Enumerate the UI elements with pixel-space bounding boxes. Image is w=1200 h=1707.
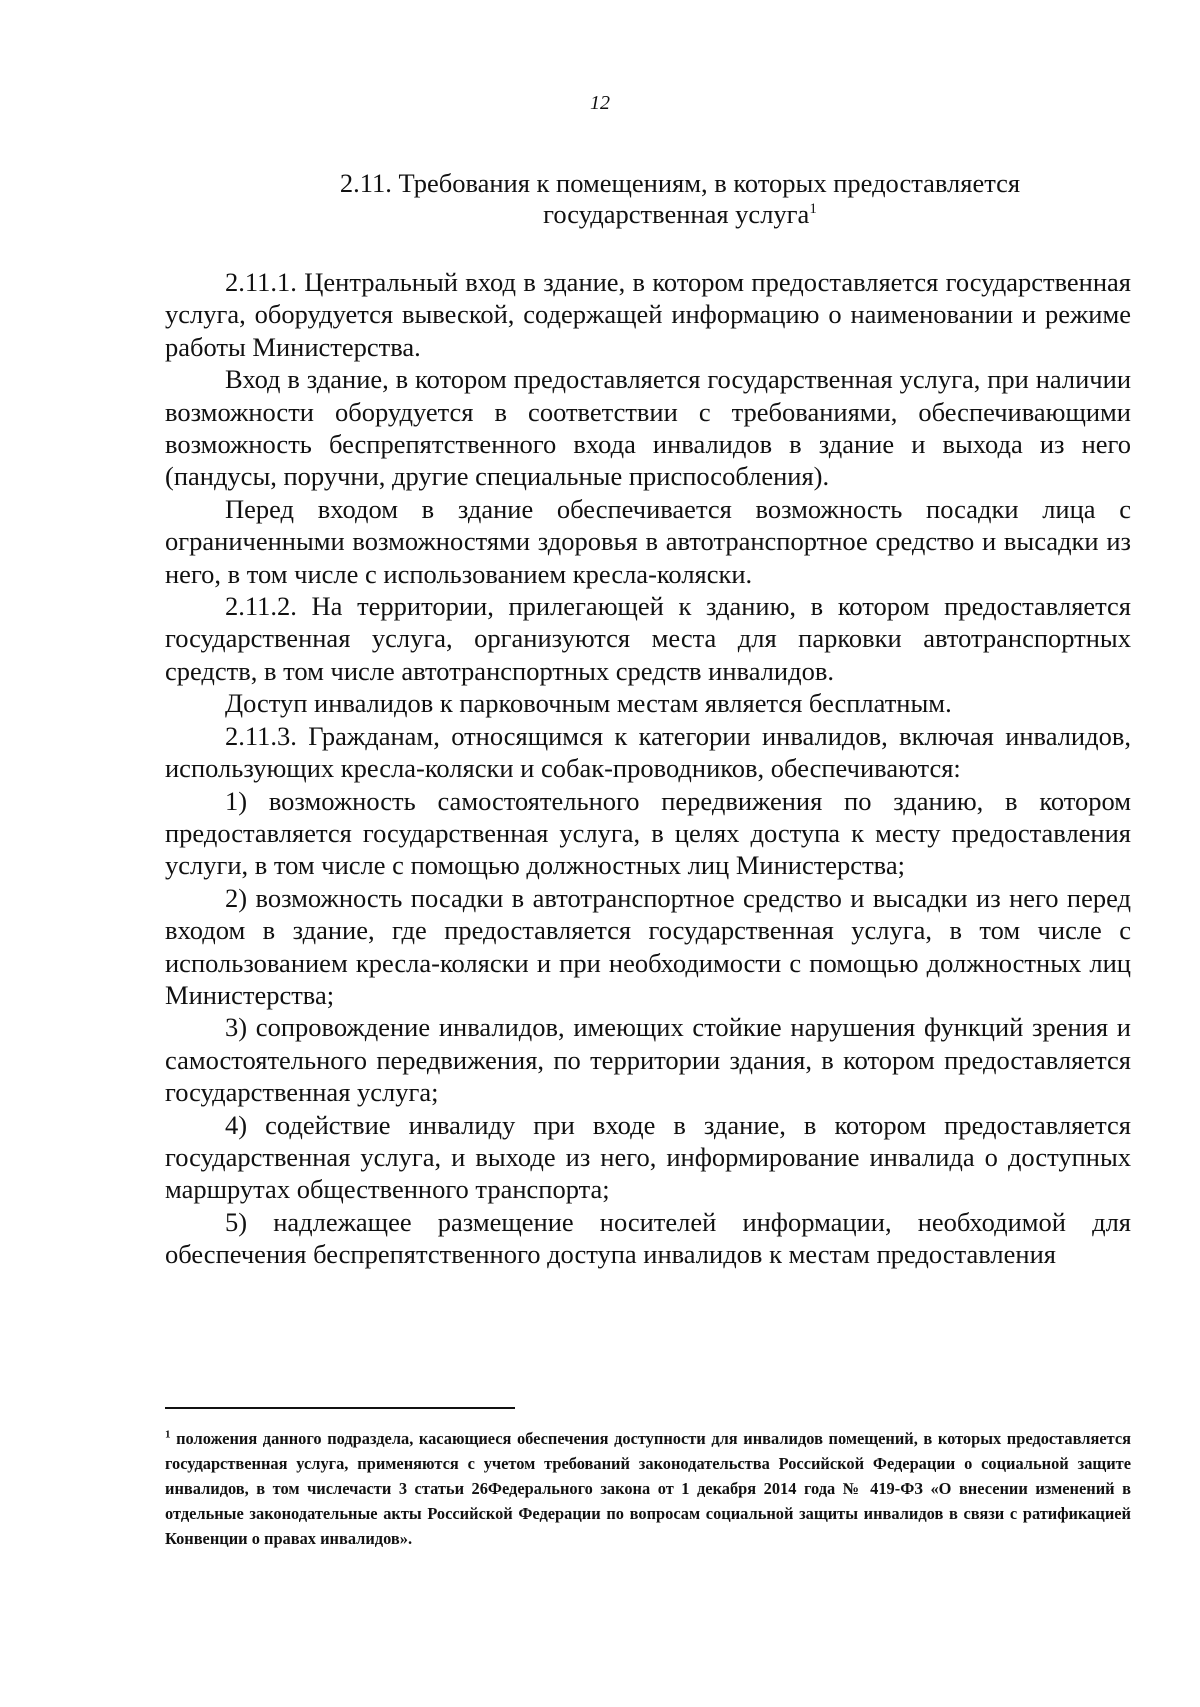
section-title (300, 168, 1060, 230)
footnote-reference: 1 (809, 201, 817, 218)
list-item-1: 1) возможность самостоятельного передвижения по зданию, в котором предоставляется государственная услуга, в целях доступа к месту предоставления услуги, в том числе с помощью должностных лиц Министерства; (165, 785, 1131, 881)
footnote-separator (165, 1407, 515, 1409)
list-item-4: 4) содействие инвалиду при входе в здание, в котором предоставляется государственная услуга, и выходе из него, информирование инвалида о доступных маршрутах общественного транспорта; (165, 1109, 1131, 1205)
paragraph-free-parking: Доступ инвалидов к парковочным местам является бесплатным. (225, 688, 952, 719)
paragraph-2-11-1: 2.11.1. Центральный вход в здание, в котором предоставляется государственная услуга, оборудуется вывеской, содержащей информацию о наименовании и режиме работы Министерства. (165, 267, 1131, 362)
list-item-3: 3) сопровождение инвалидов, имеющих стойкие нарушения функций зрения и самостоятельного передвижения, по территории здания, в котором предоставляется государственная услуга; (165, 1012, 1131, 1108)
section-title-text: 2.11. Требования к помещениям, в которых предоставляется государственная услуга (339, 168, 1021, 229)
paragraph-2-11-2: 2.11.2. На территории, прилегающей к зданию, в котором предоставляется государственная услуга, организуются места для парковки автотранспортных средств, в том числе автотранспортных средств инвалидов. (165, 591, 1131, 686)
footnote-marker: 1 (165, 1428, 171, 1441)
list-item-5: 5) надлежащее размещение носителей информации, необходимой для обеспечения беспрепятственного доступа инвалидов к местам предоставления (165, 1206, 1131, 1270)
body-text (165, 266, 1131, 1271)
page-number: 12 (590, 92, 610, 114)
list-item-2: 2) возможность посадки в автотранспортное средство и высадки из него перед входом в здание, где предоставляется государственная услуга, в том числе с использованием кресла-коляски и при необходимости с помощью должностных лиц Министерства; (165, 882, 1131, 1010)
paragraph-entrance-equipment: Вход в здание, в котором предоставляется государственная услуга, при наличии возможности оборудуется в соответствии с требованиями, обеспечивающими возможность беспрепятственного входа инвалидов в здание и выхода из него (пандусы, поручни, другие специальные приспособления). (165, 364, 1131, 492)
footnote (165, 1426, 1131, 1551)
paragraph-2-11-3: 2.11.3. Гражданам, относящимся к категории инвалидов, включая инвалидов, использующих кресла-коляски и собак-проводников, обеспечиваются: (165, 720, 1131, 784)
footnote-text: положения данного подраздела, касающиеся обеспечения доступности для инвалидов помещений, в которых предоставляется государственная услуга, применяются с учетом требований законодательства Российской Федерации о социальной защите инвалидов, в том числечасти 3 статьи 26Федерального закона от 1 декабря 2014 года № 419-ФЗ «О внесении изменений в отдельные законодательные акты Российской Федерации по вопросам социальной защиты инвалидов в связи с ратификацией Конвенции о правах инвалидов». (165, 1429, 1131, 1548)
paragraph-boarding-before-entrance: Перед входом в здание обеспечивается возможность посадки лица с ограниченными возможностями здоровья в автотранспортное средство и высадки из него, в том числе с использованием кресла-коляски. (165, 493, 1131, 589)
